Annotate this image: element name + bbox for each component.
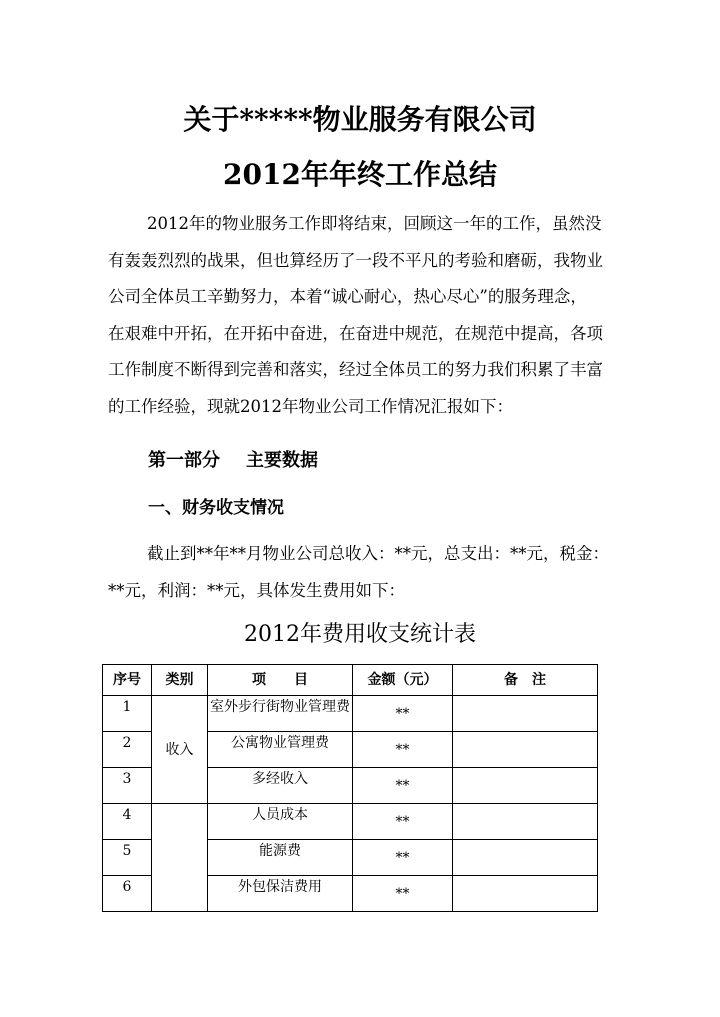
part-heading	[148, 446, 318, 476]
header-cell-category: 类别	[152, 665, 208, 696]
part-name: 主要数据	[246, 450, 318, 471]
table-header-row	[103, 665, 598, 696]
cell-no: 1	[103, 696, 152, 732]
cell-item: 人员成本	[208, 804, 353, 840]
cell-amount: **	[353, 876, 453, 912]
paragraph-line: 2012年的物业服务工作即将结束，回顾这一年的工作，虽然没	[147, 214, 602, 233]
cell-no: 3	[103, 768, 152, 804]
cell-note	[453, 876, 598, 912]
paragraph-line: **元，利润：**元，具体发生费用如下：	[108, 580, 405, 600]
cell-item: 多经收入	[208, 768, 353, 804]
paragraph-line: 截止到**年**月物业公司总收入：**元，总支出：**元，税金：	[147, 544, 609, 563]
header-cell-note: 备 注	[453, 665, 598, 696]
document-title-line2: 2012年年终工作总结	[223, 158, 497, 191]
cell-note	[453, 768, 598, 804]
cell-no: 2	[103, 732, 152, 768]
cell-category-expense	[152, 804, 208, 912]
document-title-line1: 关于*****物业服务有限公司	[183, 103, 537, 136]
section-heading: 一、财务收支情况	[148, 498, 284, 518]
header-cell-item: 项 目	[208, 665, 353, 696]
paragraph-line: 有轰轰烈烈的战果，但也算经历了一段不平凡的考验和磨砺，我物业	[108, 250, 603, 270]
cell-no: 5	[103, 840, 152, 876]
cell-amount: **	[353, 696, 453, 732]
cell-category-income: 收入	[152, 696, 208, 804]
cell-amount: **	[353, 840, 453, 876]
cell-item: 外包保洁费用	[208, 876, 353, 912]
cell-note	[453, 732, 598, 768]
cell-item: 能源费	[208, 840, 353, 876]
cell-amount: **	[353, 804, 453, 840]
cell-no: 6	[103, 876, 152, 912]
header-cell-amount: 金额（元）	[353, 665, 453, 696]
cell-amount: **	[353, 732, 453, 768]
cell-item: 室外步行街物业管理费	[208, 696, 353, 732]
intro-paragraph	[108, 206, 633, 426]
paragraph-line: 的工作经验，现就2012年物业公司工作情况汇报如下：	[108, 396, 513, 416]
header-cell-no: 序号	[103, 665, 152, 696]
cell-note	[453, 840, 598, 876]
cell-note	[453, 696, 598, 732]
cell-amount: **	[353, 768, 453, 804]
cell-note	[453, 804, 598, 840]
cell-item: 公寓物业管理费	[208, 732, 353, 768]
table-row	[103, 804, 598, 840]
cell-no: 4	[103, 804, 152, 840]
paragraph-line: 公司全体员工辛勤努力，本着“诚心耐心，热心尽心”的服务理念，	[108, 287, 587, 307]
paragraph-line: 工作制度不断得到完善和落实，经过全体员工的努力我们积累了丰富	[108, 360, 603, 380]
part-label: 第一部分	[148, 450, 220, 471]
table-title: 2012年费用收支统计表	[244, 622, 476, 647]
paragraph-line: 在艰难中开拓，在开拓中奋进，在奋进中规范，在规范中提高，各项	[108, 323, 603, 343]
table-row	[103, 696, 598, 732]
expense-table	[102, 664, 598, 912]
finance-paragraph	[108, 536, 638, 609]
